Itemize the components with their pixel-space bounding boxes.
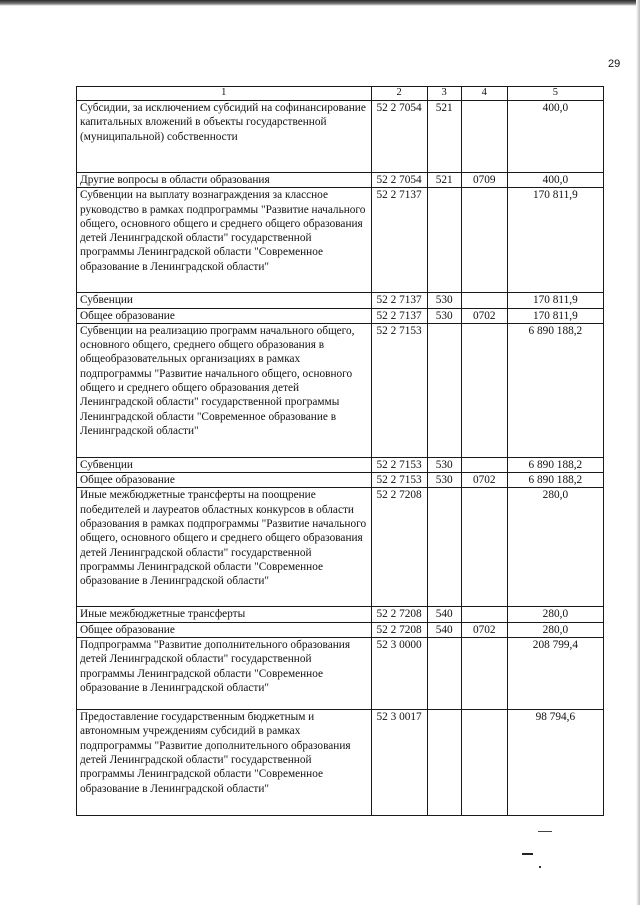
table-row <box>77 710 604 816</box>
row-amount: 208 799,4 <box>507 638 603 710</box>
row-expense-type: 530 <box>427 293 461 308</box>
row-target-code: 52 2 7208 <box>371 607 427 622</box>
row-section: 0709 <box>461 173 507 188</box>
table-row <box>77 607 604 622</box>
row-expense-type: 530 <box>427 308 461 323</box>
scan-top-edge <box>0 0 640 6</box>
row-target-code: 52 2 7054 <box>371 101 427 173</box>
header-col-5: 5 <box>507 87 603 101</box>
row-amount: 6 890 188,2 <box>507 473 603 488</box>
row-expense-type <box>427 488 461 607</box>
row-section <box>461 323 507 457</box>
row-name: Субвенции на выплату вознаграждения за классное руководство в рамках подпрограммы "Развитие начального общего, основного общего и среднего общего образования детей Ленинградской области" государственной программы Ленинградской области "Современное образование в Ленинградской области" <box>77 188 372 293</box>
row-section <box>461 101 507 173</box>
table-row <box>77 188 604 293</box>
row-amount: 6 890 188,2 <box>507 457 603 472</box>
row-expense-type: 540 <box>427 607 461 622</box>
scan-mark <box>522 853 533 855</box>
table-row <box>77 173 604 188</box>
budget-table <box>76 86 604 816</box>
row-name: Общее образование <box>77 473 372 488</box>
row-target-code: 52 2 7054 <box>371 173 427 188</box>
row-name: Подпрограмма "Развитие дополнительного образования детей Ленинградской области" государственной программы Ленинградской области "Современное образование в Ленинградской области" <box>77 638 372 710</box>
row-amount: 280,0 <box>507 622 603 637</box>
row-section <box>461 710 507 816</box>
row-amount: 6 890 188,2 <box>507 323 603 457</box>
row-target-code: 52 2 7153 <box>371 457 427 472</box>
row-expense-type: 521 <box>427 173 461 188</box>
row-section <box>461 293 507 308</box>
row-section: 0702 <box>461 622 507 637</box>
row-name: Иные межбюджетные трансферты на поощрение победителей и лауреатов областных конкурсов в области образования в рамках подпрограммы "Развитие начального общего, основного общего и среднего общего образования детей Ленинградской области" государственной программы Ленинградской области "Современное образование в Ленинградской области" <box>77 488 372 607</box>
table-row <box>77 308 604 323</box>
row-section: 0702 <box>461 308 507 323</box>
row-section: 0702 <box>461 473 507 488</box>
scan-mark <box>538 831 552 832</box>
row-name: Общее образование <box>77 308 372 323</box>
row-name: Общее образование <box>77 622 372 637</box>
row-target-code: 52 2 7153 <box>371 473 427 488</box>
row-target-code: 52 3 0000 <box>371 638 427 710</box>
header-col-3: 3 <box>427 87 461 101</box>
row-target-code: 52 2 7137 <box>371 293 427 308</box>
table-row <box>77 622 604 637</box>
row-section <box>461 488 507 607</box>
row-section <box>461 457 507 472</box>
row-amount: 170 811,9 <box>507 293 603 308</box>
row-expense-type: 530 <box>427 473 461 488</box>
row-name: Субвенции на реализацию программ начального общего, основного общего, среднего общего образования в общеобразовательных организациях в рамках подпрограммы "Развитие начального общего, основного общего и среднего общего образования детей Ленинградской области" государственной программы Ленинградской области "Современное образование в Ленинградской области" <box>77 323 372 457</box>
table-row <box>77 323 604 457</box>
row-name: Иные межбюджетные трансферты <box>77 607 372 622</box>
row-expense-type <box>427 188 461 293</box>
row-name: Субвенции <box>77 293 372 308</box>
row-expense-type <box>427 638 461 710</box>
table-row <box>77 488 604 607</box>
row-target-code: 52 3 0017 <box>371 710 427 816</box>
row-name: Субвенции <box>77 457 372 472</box>
table-row <box>77 638 604 710</box>
header-col-2: 2 <box>371 87 427 101</box>
row-expense-type: 521 <box>427 101 461 173</box>
scan-mark <box>539 866 541 868</box>
row-section <box>461 188 507 293</box>
scan-right-edge <box>636 0 640 905</box>
row-amount: 400,0 <box>507 101 603 173</box>
row-target-code: 52 2 7137 <box>371 308 427 323</box>
row-target-code: 52 2 7153 <box>371 323 427 457</box>
row-target-code: 52 2 7137 <box>371 188 427 293</box>
row-name: Другие вопросы в области образования <box>77 173 372 188</box>
table-row <box>77 457 604 472</box>
header-col-1: 1 <box>77 87 372 101</box>
page-number: 29 <box>608 58 621 70</box>
row-amount: 98 794,6 <box>507 710 603 816</box>
row-section <box>461 638 507 710</box>
table-row <box>77 473 604 488</box>
row-amount: 170 811,9 <box>507 188 603 293</box>
row-expense-type <box>427 323 461 457</box>
row-name: Субсидии, за исключением субсидий на софинансирование капитальных вложений в объекты государственной (муниципальной) собственности <box>77 101 372 173</box>
row-name: Предоставление государственным бюджетным и автономным учреждениям субсидий в рамках подпрограммы "Развитие дополнительного образования детей Ленинградской области" государственной программы Ленинградской области "Современное образование в Ленинградской области" <box>77 710 372 816</box>
row-amount: 280,0 <box>507 607 603 622</box>
row-target-code: 52 2 7208 <box>371 488 427 607</box>
row-expense-type <box>427 710 461 816</box>
header-row <box>77 87 604 101</box>
row-expense-type: 540 <box>427 622 461 637</box>
row-amount: 400,0 <box>507 173 603 188</box>
table-row <box>77 293 604 308</box>
row-section <box>461 607 507 622</box>
row-amount: 170 811,9 <box>507 308 603 323</box>
table-row <box>77 101 604 173</box>
row-amount: 280,0 <box>507 488 603 607</box>
row-target-code: 52 2 7208 <box>371 622 427 637</box>
header-col-4: 4 <box>461 87 507 101</box>
row-expense-type: 530 <box>427 457 461 472</box>
